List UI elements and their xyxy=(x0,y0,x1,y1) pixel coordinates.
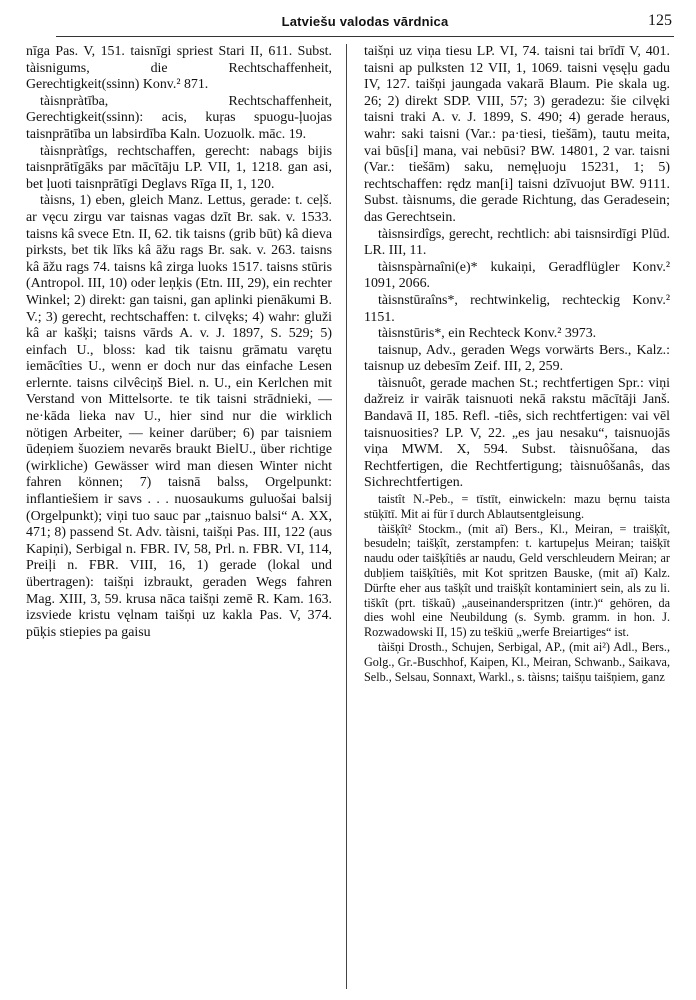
dictionary-entry: tàisnstūraîns*, rechtwinkelig, rechteckig Konv.² 1151. xyxy=(364,292,670,325)
dictionary-entry: tàisnstūris*, ein Rechteck Konv.² 3973. xyxy=(378,326,597,342)
dictionary-entry: taistît N.-Peb., = tīstīt, einwickeln: mazu bęrnu taista stūķītī. Mit ai für ī durch Ablautsentgleisung. xyxy=(364,492,670,521)
dictionary-entry: taisnup, Adv., geraden Wegs vorwärts Bers., Kalz.: taisnup uz debesīm Zeif. III, 2, 259. xyxy=(364,342,670,375)
dictionary-entry: tàisnpràtība, Rechtschaffenheit, Gerechtigkeit(ssinn): acis, kuŗas spuogu-ļuojas taisnprātība un labsirdība Kaln. Uozuolk. māc. 19. xyxy=(26,93,332,142)
page-header xyxy=(56,8,674,37)
page-number: 125 xyxy=(648,12,672,29)
dictionary-entry: tàisnpràtîgs, rechtschaffen, gerecht: nabags bijis taisnprātīgāks par mācītāju LP. VII, 1, 1218. gan asi, bet ļuoti taisnprātīgi Deglavs Rīga II, 1, 120. xyxy=(26,143,332,192)
dictionary-entry: taišņi uz viņa tiesu LP. VI, 74. taisni tai brīdī V, 401. taisni ap pulksten 12 VII, 1, 1069. taisni vęsęļu gadu IV, 127. taišņi jaungada vakarā Blaum. Pie skala ug. 26; 2) direkt SDP. VIII, 57; 3) geradezu: šie cilvęki taisni traki A. v. J. 1899, S. 490; 4) gerade heraus, wahr: saki taisni (Var.: pa·tiesi, tiešām), tautu meita, vai būs[i] mana, vai nebūsi? BW. 14801, 2 var. taisni (Var.: tiešām) saku, nemęļuoju 15231, 1; 5) rechtschaffen: rędz man[i] taisni dzīvuojut BW. 9111. Subst. tàisnums, die gerade Richtung, das Geradesein; das Gerechtsein. xyxy=(364,44,670,225)
column-divider xyxy=(346,44,347,989)
dictionary-entry: tàisnsirdîgs, gerecht, rechtlich: abi taisnsirdīgi Plūd. LR. III, 11. xyxy=(364,226,670,259)
dictionary-entry: tàišņi Drosth., Schujen, Serbigal, AP., (mit ai²) Adl., Bers., Golg., Gr.-Buschhof, Kaipen, Kl., Meiran, Schwanb., Saikava, Selb., Selsau, Sonnaxt, Warkl., s. tàisns; taišņu taišņiem, ganz xyxy=(364,640,670,684)
running-title: Latviešu valodas vārdnica xyxy=(281,14,449,29)
dictionary-entry: tàisns, 1) eben, gleich Manz. Lettus, gerade: t. ceļš. ar vęcu zirgu var taisnas vagas dzīt Br. sak. v. 1533. taisns kâ svece Etn. II, 62. tik taisns (grib būt) kâ dieva pirksts, bet tik līks kâ āžu rags Br. sak. v. 263. taisns kâ āžu rags 74. taisns kâ zirga luoks 1517. taisns stūris (Antropol. III, 10) oder leņķis (Etn. III, 29), ein rechter Winkel; 2) direkt: gan taisni, gan aplinki pienākumi B. V.; 3) gerecht, rechtschaffen: t. cilvęks; 4) wahr: gluži kâ ar kašķi; taisns vārds A. v. J. 1897, S. 529; 5) einfach U., bloss: kad tik taisnu grāmatu varętu iemācîties U., wenn er doch nur das einfache Lesen erlernte. taisns cilvêciņš Biel. n. U., ein Kerlchen mit Verstand von Mittelsorte. te tik taisni strādnieki, — ne·kāda lieka nav U., hier sind nur die wirklich nötigen Arbeiter, — keiner darüber; 6) par taisniem ūdeņiem šuoziem nevarēs braukt BielU., über richtige (wirkliche) Gewässer wird man diesen Winter nicht fahren können; 7) taisnā balss, Orgelpunkt: inflantiešiem ir savs . . . nuosaukums guluošai balsij (Orgelpunkt); viņi tuo sauc par „taisnuo balsi“ A. XX, 471; 8) passend St. Adv. tàisni, taišņi Pas. III, 122 (aus Kapiņi), Serbigal n. FBR. IV, 58, Prl. n. FBR. VI, 114, Preiļi n. FBR. VIII, 16, 1) gerade (lokal und übertragen): taišņi izbraukt, geraden Wegs fahren Mag. XIII, 3, 59. krusa nāca taišņi zemē R. Kam. 163. izsviede kristu vęlnam taišņi uz kakla Pas. V, 374. pūķis stiepies pa gaisu xyxy=(26,193,332,640)
dictionary-entry: tàisnspàrnaîni(e)* kukaiņi, Geradflügler Konv.² 1091, 2066. xyxy=(364,259,670,292)
dictionary-entry: tàisnuôt, gerade machen St.; rechtfertigen Spr.: viņi dažreiz ir vairāk taisnuoti nekā rakstu mācītāji Janš. Bandavā II, 185. Refl. -tiês, sich rechtfertigen: vai vēl taisnuosities? LP. V, 22. „es jau nesaku“, taisnuojās viņa MWM. X, 594. Subst. tàisnuôšana, das Rechtfertigen, die Rechtfertigung; tàisnuôšanâs, das Sichrechtfertigen. xyxy=(364,375,670,491)
right-column xyxy=(364,44,670,989)
dictionary-entry: tàišķît² Stockm., (mit aĩ) Bers., Kl., Meiran, = traišķît, besudeln; taišķît, zerstampfen: t. kartupeļus Meiran; taišķīt naudu oder taišķîtiês ar naudu, Geld verschleudern Meiran; ar dubļiem taišķîtiês, mit Kot spritzen Bauske, (mit aĩ) Kalz. Dürfte eher aus tašķît und traišķît kontaminiert sein, als zu li. tiškît (prt. tiškaũ) „auseinanderspritzen (intr.)“ gehören, da dies wohl eine Neubildung (s. Symb. gramm. in hon. J. Rozwadowski II, 15) zu teškiū „werfe Breiartiges“ ist. xyxy=(364,521,670,640)
left-column xyxy=(26,44,332,989)
dictionary-entry: nīga Pas. V, 151. taisnīgi spriest Stari II, 611. Subst. tàisnigums, die Rechtschaffenheit, Gerechtigkeit(ssinn) Konv.² 871. xyxy=(26,44,332,93)
